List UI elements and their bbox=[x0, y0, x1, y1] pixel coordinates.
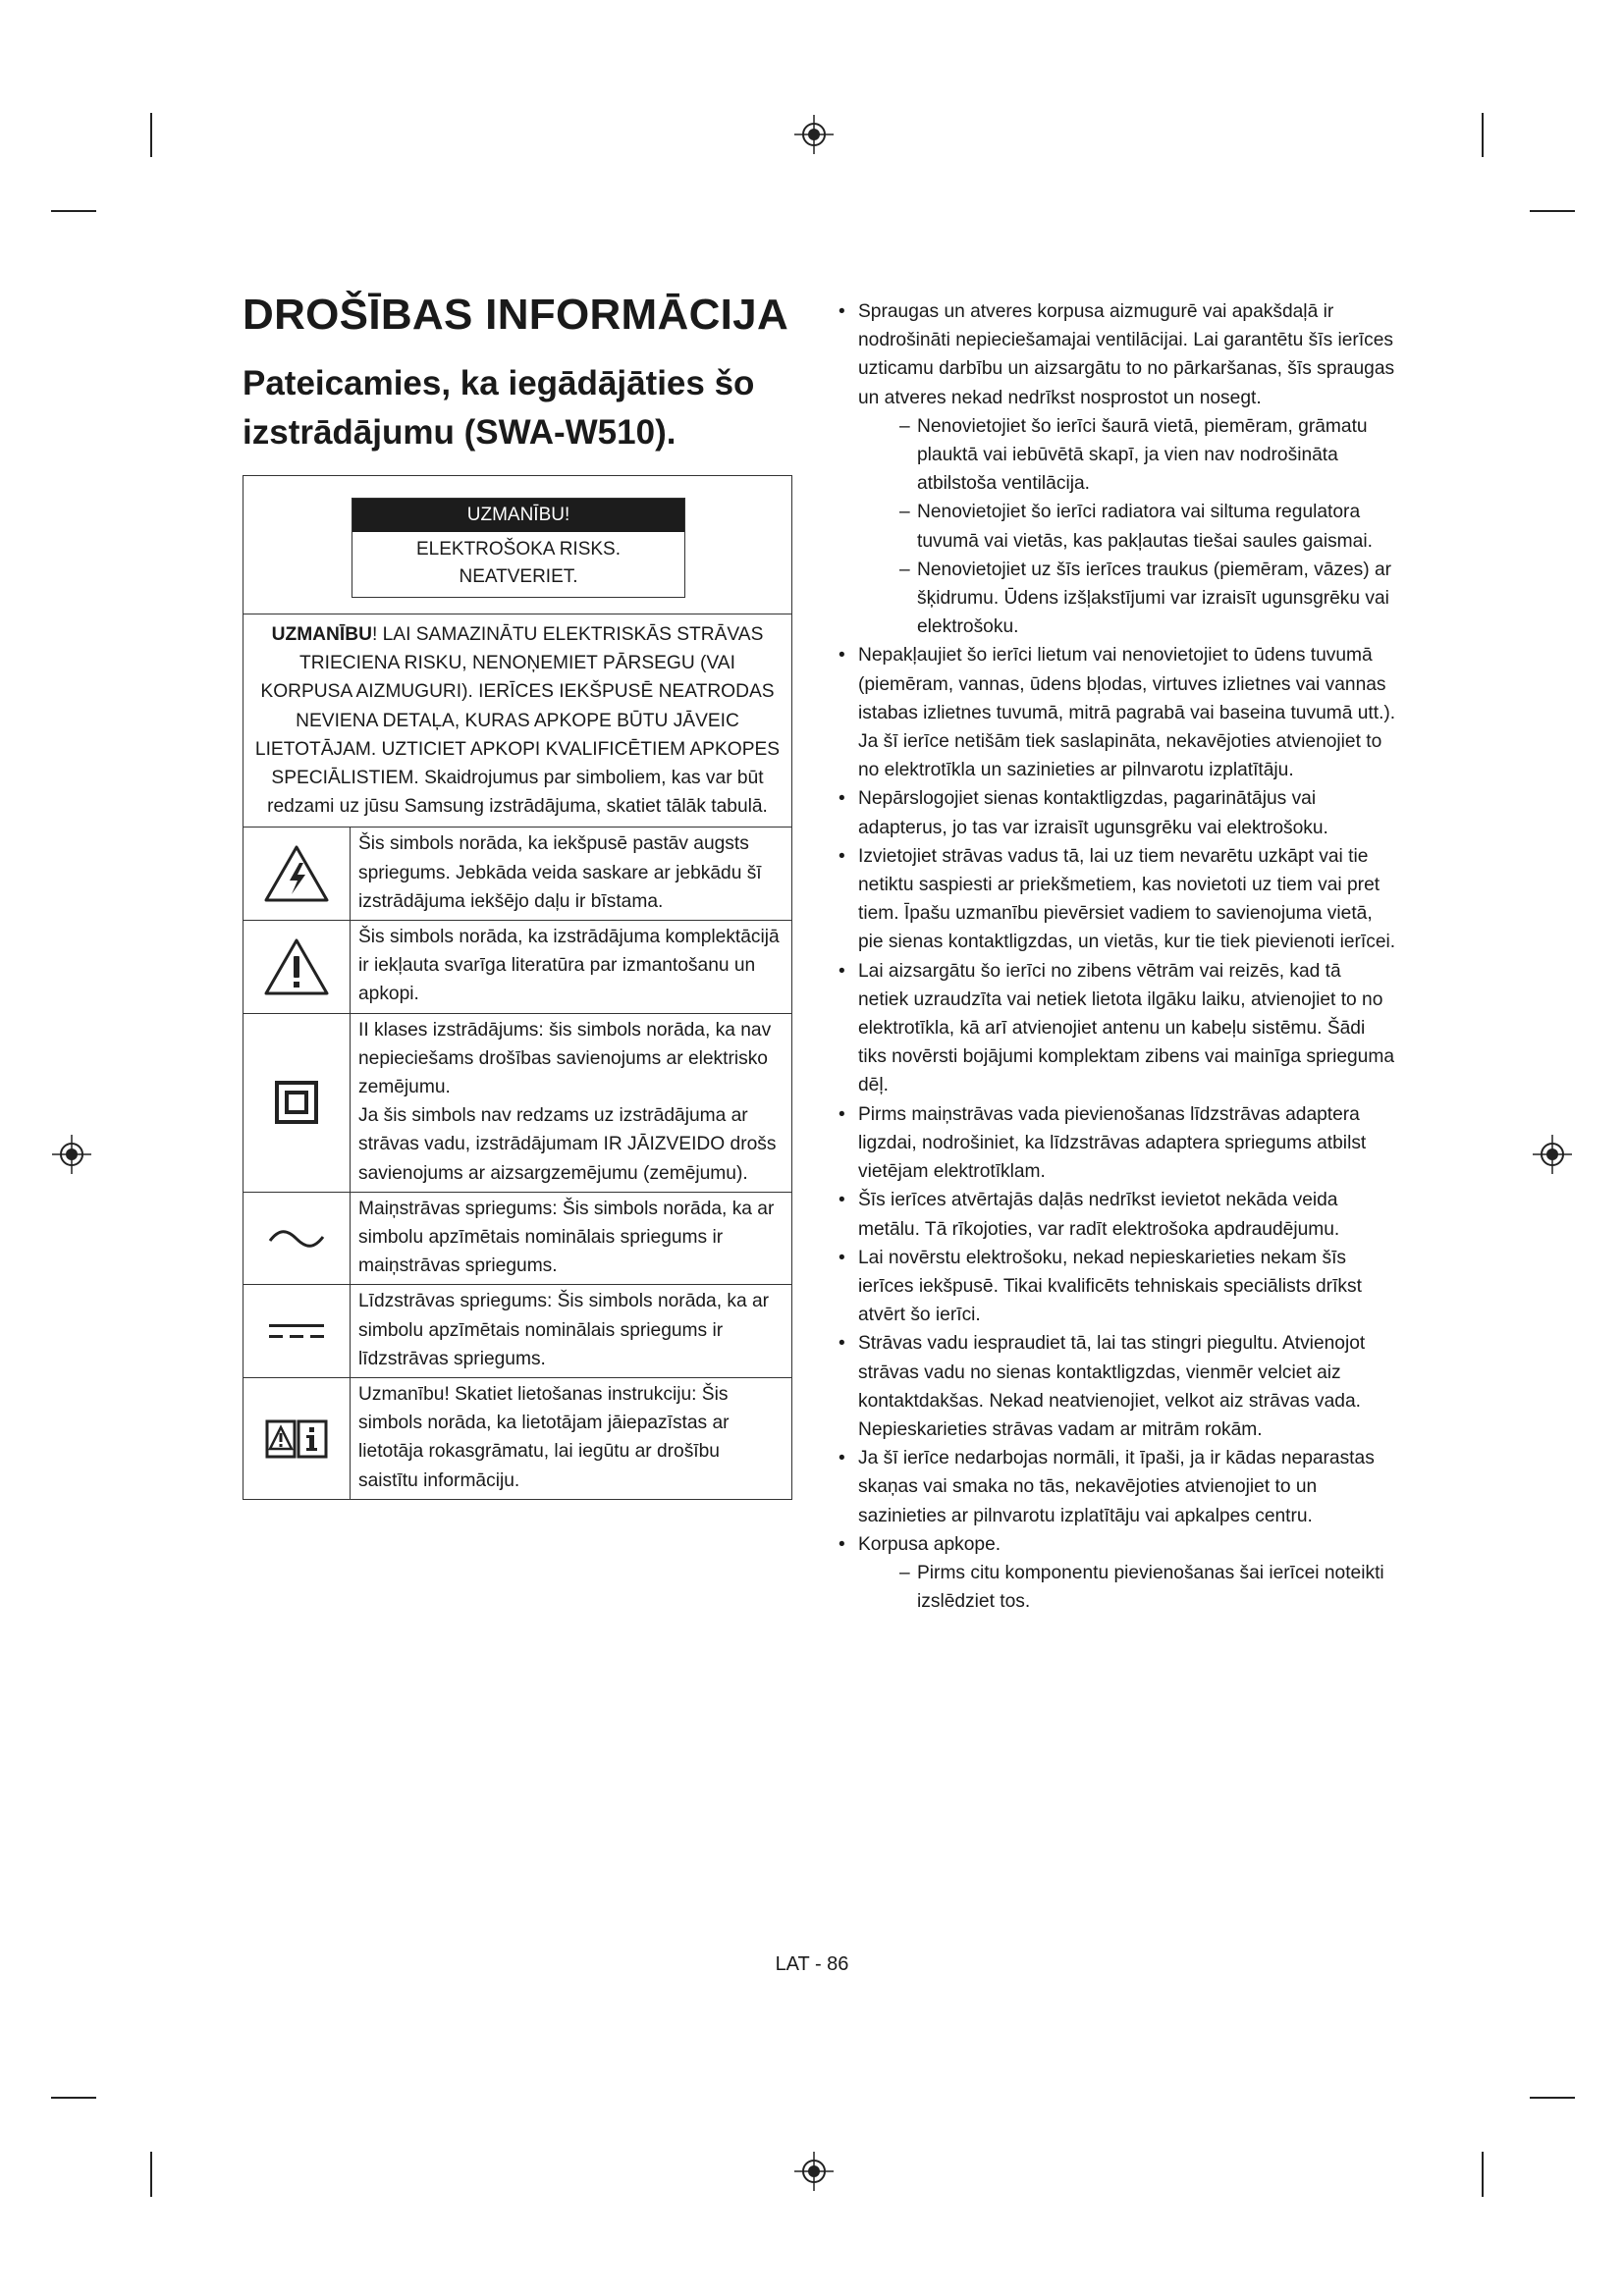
symbol-description: Uzmanību! Skatiet lietošanas instrukciju: Šis simbols norāda, ka lietotājam jāiepazīstas ar lietotāja rokasgrāmatu, lai iegūtu ar drošību saistītu informāciju. bbox=[358, 1384, 730, 1491]
bullet-text: Korpusa apkope. bbox=[858, 1533, 1001, 1555]
sub-item-text: Nenovietojiet šo ierīci radiatora vai siltuma regulatora tuvumā vai vietās, kas pakļautas tiešai saules gaismai. bbox=[917, 502, 1373, 552]
registration-mark-icon bbox=[794, 115, 834, 154]
symbol-row bbox=[244, 1378, 791, 1499]
list-item bbox=[837, 1530, 1396, 1617]
page-number: LAT - 86 bbox=[775, 1953, 849, 1975]
caution-label bbox=[352, 498, 685, 598]
sub-list-item: – Nenovietojiet šo ierīci šaurā vietā, piemēram, grāmatu plauktā vai iebūvētā skapī, ja vien nav nodrošināta atbilstoša ventilācija. bbox=[899, 415, 1368, 495]
caution-label-line: NEATVERIET. bbox=[459, 566, 578, 587]
list-item: • Izvietojiet strāvas vadus tā, lai uz tiem nevarētu uzkāpt vai tie netiktu saspiesti ar priekšmetiem, kas novietoti uz tiem vai pret tiem. Īpašu uzmanību pievērsiet vadiem to savienojuma vietā, pie sienas kontaktligzdas, un vietās, kur tie tiek pievienoti ierīcei. bbox=[837, 842, 1396, 957]
symbol-description: Maiņstrāvas spriegums: Šis simbols norāda, ka ar simbolu apzīmētais nominālais spriegums ir maiņstrāvas spriegums. bbox=[358, 1198, 775, 1277]
sub-list-item: – Nenovietojiet uz šīs ierīces traukus (piemēram, vāzes) ar šķidrumu. Ūdens izšļakstījumi var izraisīt ugunsgrēku vai elektrošoku. bbox=[899, 559, 1392, 638]
sub-item-text: Nenovietojiet šo ierīci šaurā vietā, piemēram, grāmatu plauktā vai iebūvētā skapī, ja vien nav nodrošināta atbilstoša ventilācija. bbox=[917, 415, 1368, 495]
list-item bbox=[837, 297, 1396, 641]
manual-info-icon bbox=[264, 1415, 329, 1461]
symbol-description: Līdzstrāvas spriegums: Šis simbols norāda, ka ar simbolu apzīmētais nominālais spriegums ir līdzstrāvas spriegums. bbox=[358, 1291, 770, 1369]
sub-item-text: Pirms citu komponentu pievienošanas šai ierīcei noteikti izslēdziet tos. bbox=[917, 1562, 1384, 1613]
crop-mark bbox=[51, 210, 96, 212]
class-ii-icon bbox=[275, 1081, 318, 1124]
registration-mark-icon bbox=[794, 2152, 834, 2191]
safety-bullet-list bbox=[837, 297, 1396, 1616]
symbol-description-part: II klases izstrādājums: šis simbols norāda, ka nav nepieciešams drošības savienojums ar elektrisko zemējumu. bbox=[358, 1019, 772, 1098]
list-item: • Strāvas vadu iespraudiet tā, lai tas stingri piegultu. Atvienojot strāvas vadu no sienas kontaktligzdas, vienmēr velciet aiz kontaktdakšas. Nekad neatvienojiet, velkot aiz strāvas vada. Nepieskarieties strāvas vadam ar mitrām rokām. bbox=[837, 1329, 1396, 1444]
dc-voltage-icon bbox=[267, 1320, 326, 1342]
page-title: DROŠĪBAS INFORMĀCIJA bbox=[243, 291, 789, 339]
symbol-cell bbox=[244, 1378, 351, 1499]
list-item: • Nepārslogojiet sienas kontaktligzdas, pagarinātājus vai adapterus, jo tas var izraisīt ugunsgrēku vai elektrošoku. bbox=[837, 784, 1396, 841]
symbol-cell bbox=[244, 1285, 351, 1377]
crop-mark bbox=[51, 2097, 96, 2099]
bullet-text: Spraugas un atveres korpusa aizmugurē vai apakšdaļā ir nodrošināti nepieciešamajai ventilācijai. Lai garantētu šīs ierīces uzticamu darbību un aizsargātu to no pārkaršanas, šīs spraugas un atveres nekad nedrīkst nosprostot un nosegt. bbox=[858, 301, 1395, 408]
registration-mark-icon bbox=[1533, 1135, 1572, 1174]
sub-list-item: – Nenovietojiet šo ierīci radiatora vai siltuma regulatora tuvumā vai vietās, kas pakļautas tiešai saules gaismai. bbox=[899, 502, 1373, 552]
sub-list-item: – Pirms citu komponentu pievienošanas šai ierīcei noteikti izslēdziet tos. bbox=[899, 1562, 1384, 1613]
list-item: • Nepakļaujiet šo ierīci lietum vai nenovietojiet to ūdens tuvumā (piemēram, vannas, ūdens bļodas, virtuves izlietnes vai vannas istabas izlietnes tuvumā, mitrā pagrabā vai baseina tuvumā utt.). Ja šī ierīce netišām tiek saslapināta, nekavējoties atvienojiet to no elektrotīkla un sazinieties ar pilnvarotu izplatītāju. bbox=[837, 641, 1396, 784]
exclamation-triangle-icon bbox=[262, 936, 331, 997]
symbol-cell bbox=[244, 1193, 351, 1285]
list-item: • Lai novērstu elektrošoku, nekad nepieskarieties nekam šīs ierīces iekšpusē. Tikai kvalificēts tehniskais speciālists drīkst atvērt šo ierīci. bbox=[837, 1244, 1396, 1330]
list-item: • Lai aizsargātu šo ierīci no zibens vētrām vai reizēs, kad tā netiek uzraudzīta vai netiek lietota ilgāku laiku, atvienojiet to no elektrotīkla, kā arī atvienojiet antenu un kabeļu sistēmu. Šādi tiks novērsti bojājumi komplektam zibens vai mainīga sprieguma dēļ. bbox=[837, 957, 1396, 1100]
warning-table bbox=[243, 475, 792, 1500]
crop-mark bbox=[1482, 113, 1484, 157]
list-item: • Šīs ierīces atvērtajās daļās nedrīkst ievietot nekāda veida metālu. Tā rīkojoties, var radīt elektrošoka apdraudējumu. bbox=[837, 1186, 1396, 1243]
caution-label-header: UZMANĪBU! bbox=[352, 499, 684, 532]
crop-mark bbox=[1530, 2097, 1575, 2099]
registration-mark-icon bbox=[52, 1135, 91, 1174]
symbol-cell bbox=[244, 921, 351, 1013]
symbol-description bbox=[351, 1014, 791, 1192]
crop-mark bbox=[150, 2152, 152, 2197]
ac-voltage-icon bbox=[267, 1227, 326, 1251]
warning-label-area bbox=[244, 476, 791, 614]
symbol-description: Šis simbols norāda, ka izstrādājuma komplektācijā ir iekļauta svarīga literatūra par izmantošanu un apkopi. bbox=[358, 927, 780, 1005]
symbol-row bbox=[244, 1285, 791, 1378]
left-column bbox=[243, 291, 792, 1500]
page-subtitle: Pateicamies, ka iegādājāties šo izstrādājumu (SWA-W510). bbox=[243, 364, 755, 452]
high-voltage-icon bbox=[262, 843, 331, 904]
list-item: • Ja šī ierīce nedarbojas normāli, it īpaši, ja ir kādas neparastas skaņas vai smaka no tās, nekavējoties atvienojiet to un sazinieties ar pilnvarotu izplatītāju vai apkalpes centru. bbox=[837, 1444, 1396, 1530]
warning-text-bold: UZMANĪBU bbox=[271, 624, 372, 645]
symbol-cell bbox=[244, 828, 351, 920]
crop-mark bbox=[1530, 210, 1575, 212]
list-item: • Pirms maiņstrāvas vada pievienošanas līdzstrāvas adaptera ligzdai, nodrošiniet, ka līdzstrāvas adaptera spriegums atbilst vietējam elektrotīklam. bbox=[837, 1100, 1396, 1187]
crop-mark bbox=[1482, 2152, 1484, 2197]
symbol-row bbox=[244, 828, 791, 921]
warning-text bbox=[244, 614, 791, 828]
symbol-row bbox=[244, 1193, 791, 1286]
crop-mark bbox=[150, 113, 152, 157]
symbol-row bbox=[244, 1014, 791, 1193]
symbol-description: Šis simbols norāda, ka iekšpusē pastāv augsts spriegums. Jebkāda veida saskare ar jebkādu šī izstrādājuma iekšējo daļu ir bīstama. bbox=[358, 833, 762, 912]
symbol-description-part: Ja šis simbols nav redzams uz izstrādājuma ar strāvas vadu, izstrādājumam IR JĀIZVEIDO drošs savienojums ar aizsargzemējumu (zemējumu). bbox=[358, 1105, 777, 1184]
caution-label-line: ELEKTROŠOKA RISKS. bbox=[415, 539, 622, 560]
caution-label-body bbox=[352, 532, 684, 597]
sub-item-text: Nenovietojiet uz šīs ierīces traukus (piemēram, vāzes) ar šķidrumu. Ūdens izšļakstījumi var izraisīt ugunsgrēku vai elektrošoku. bbox=[917, 559, 1392, 638]
symbol-row bbox=[244, 921, 791, 1014]
warning-text-body: ! LAI SAMAZINĀTU ELEKTRISKĀS STRĀVAS TRIECIENA RISKU, NENOŅEMIET PĀRSEGU (VAI KORPUSA AIZMUGURI). IERĪCES IEKŠPUSĒ NEATRODAS NEVIENA DETAĻA, KURAS APKOPE BŪTU JĀVEIC LIETOTĀJAM. UZTICIET APKOPI KVALIFICĒTIEM APKOPES SPECIĀLISTIEM. Skaidrojumus par simboliem, kas var būt redzami uz jūsu Samsung izstrādājuma, skatiet tālāk tabulā. bbox=[254, 624, 781, 818]
symbol-cell bbox=[244, 1014, 351, 1192]
